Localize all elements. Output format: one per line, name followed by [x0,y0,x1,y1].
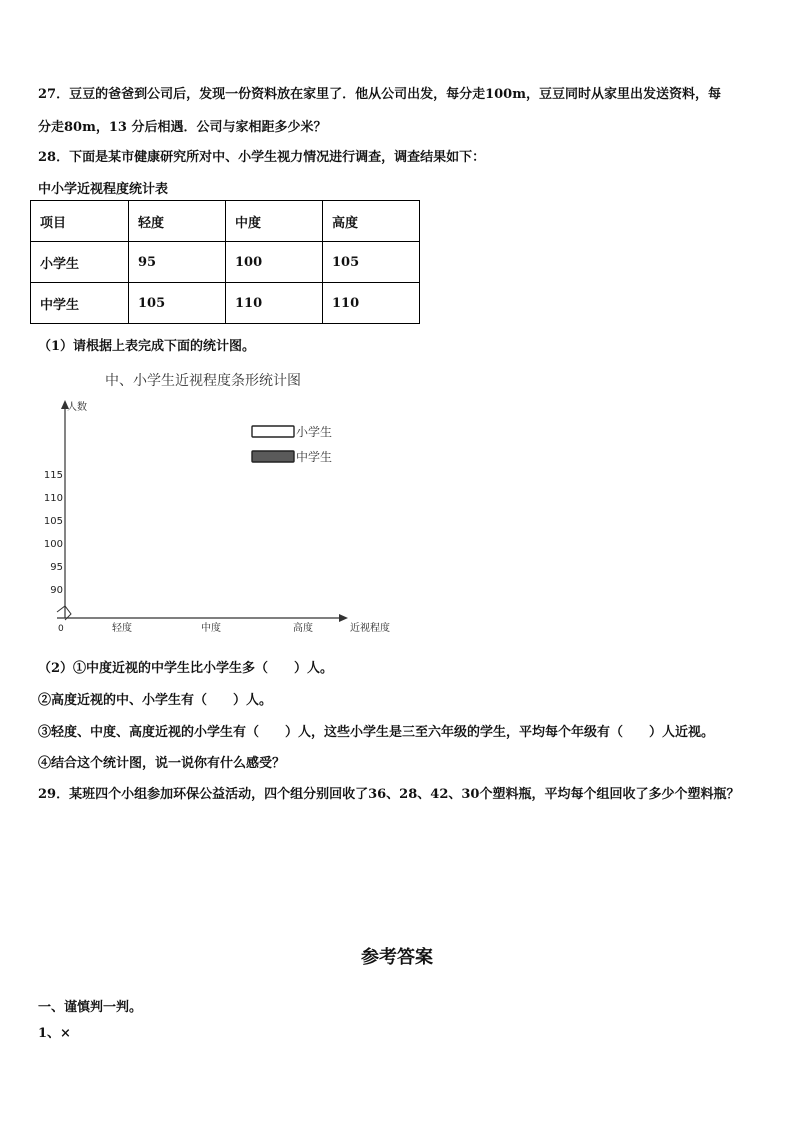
table-cell: 中度 [226,201,323,242]
table-cell: 110 [226,283,323,324]
table-row [31,283,420,324]
table-cell: 105 [323,242,420,283]
table-cell: 中学生 [31,283,129,324]
table-cell: 项目 [31,201,129,242]
bar-chart [30,360,410,645]
table-cell: 95 [129,242,226,283]
y-tick-label: 110 [43,493,63,504]
chart-canvas [30,360,410,645]
question-27-line-2: 分走80m，13 分后相遇．公司与家相距多少米？ [38,120,327,135]
table-cell: 100 [226,242,323,283]
y-tick-label: 100 [43,539,63,550]
table-cell: 110 [323,283,420,324]
table-cell: 105 [129,283,226,324]
vision-stat-table [30,200,420,324]
question-29: 29．某班四个小组参加环保公益活动，四个组分别回收了36、28、42、30个塑料瓶，平均每个组回收了多少个塑料瓶？ [38,787,740,802]
answer-item-1: 1、× [38,1026,71,1041]
question-28-sub2-c: ③轻度、中度、高度近视的小学生有（ ）人，这些小学生是三至六年级的学生，平均每个年级有（ ）人近视。 [38,725,715,740]
legend-label: 小学生 [296,425,333,439]
x-category-label: 高度 [293,623,313,634]
legend-label: 中学生 [296,450,333,464]
question-28-sub2-b: ②高度近视的中、小学生有（ ）人。 [38,693,273,708]
table-row [31,242,420,283]
question-28-sub2-d: ④结合这个统计图，说一说你有什么感受？ [38,756,286,771]
table-cell: 高度 [323,201,420,242]
table-header-row [31,201,420,242]
x-axis-label: 近视程度 [350,623,390,634]
answers-section-1: 一、谨慎判一判。 [38,1000,143,1015]
x-category-label: 轻度 [112,623,132,634]
legend-swatch [252,426,294,437]
y-tick-label: 105 [43,516,63,527]
table-cell: 轻度 [129,201,226,242]
answers-title: 参考答案 [361,947,433,968]
origin-label: 0 [58,624,64,634]
question-28-intro: 28．下面是某市健康研究所对中、小学生视力情况进行调查，调查结果如下： [38,150,486,165]
x-category-label: 中度 [201,623,221,634]
table-title: 中小学近视程度统计表 [38,182,169,197]
y-tick-label: 90 [50,585,63,596]
y-tick-label: 115 [43,470,63,481]
legend-swatch [252,451,294,462]
y-axis-label: 人数 [67,402,87,413]
table-cell: 小学生 [31,242,129,283]
question-27-line-1: 27．豆豆的爸爸到公司后，发现一份资料放在家里了．他从公司出发，每分走100m，豆豆同时从家里出发送资料，每 [38,87,721,102]
chart-title: 中、小学生近视程度条形统计图 [105,373,301,389]
x-axis-arrow [339,614,348,622]
question-28-sub2-a: （2）①中度近视的中学生比小学生多（ ）人。 [38,661,334,676]
y-tick-label: 95 [50,562,63,573]
question-28-sub1: （1）请根据上表完成下面的统计图。 [38,339,256,354]
